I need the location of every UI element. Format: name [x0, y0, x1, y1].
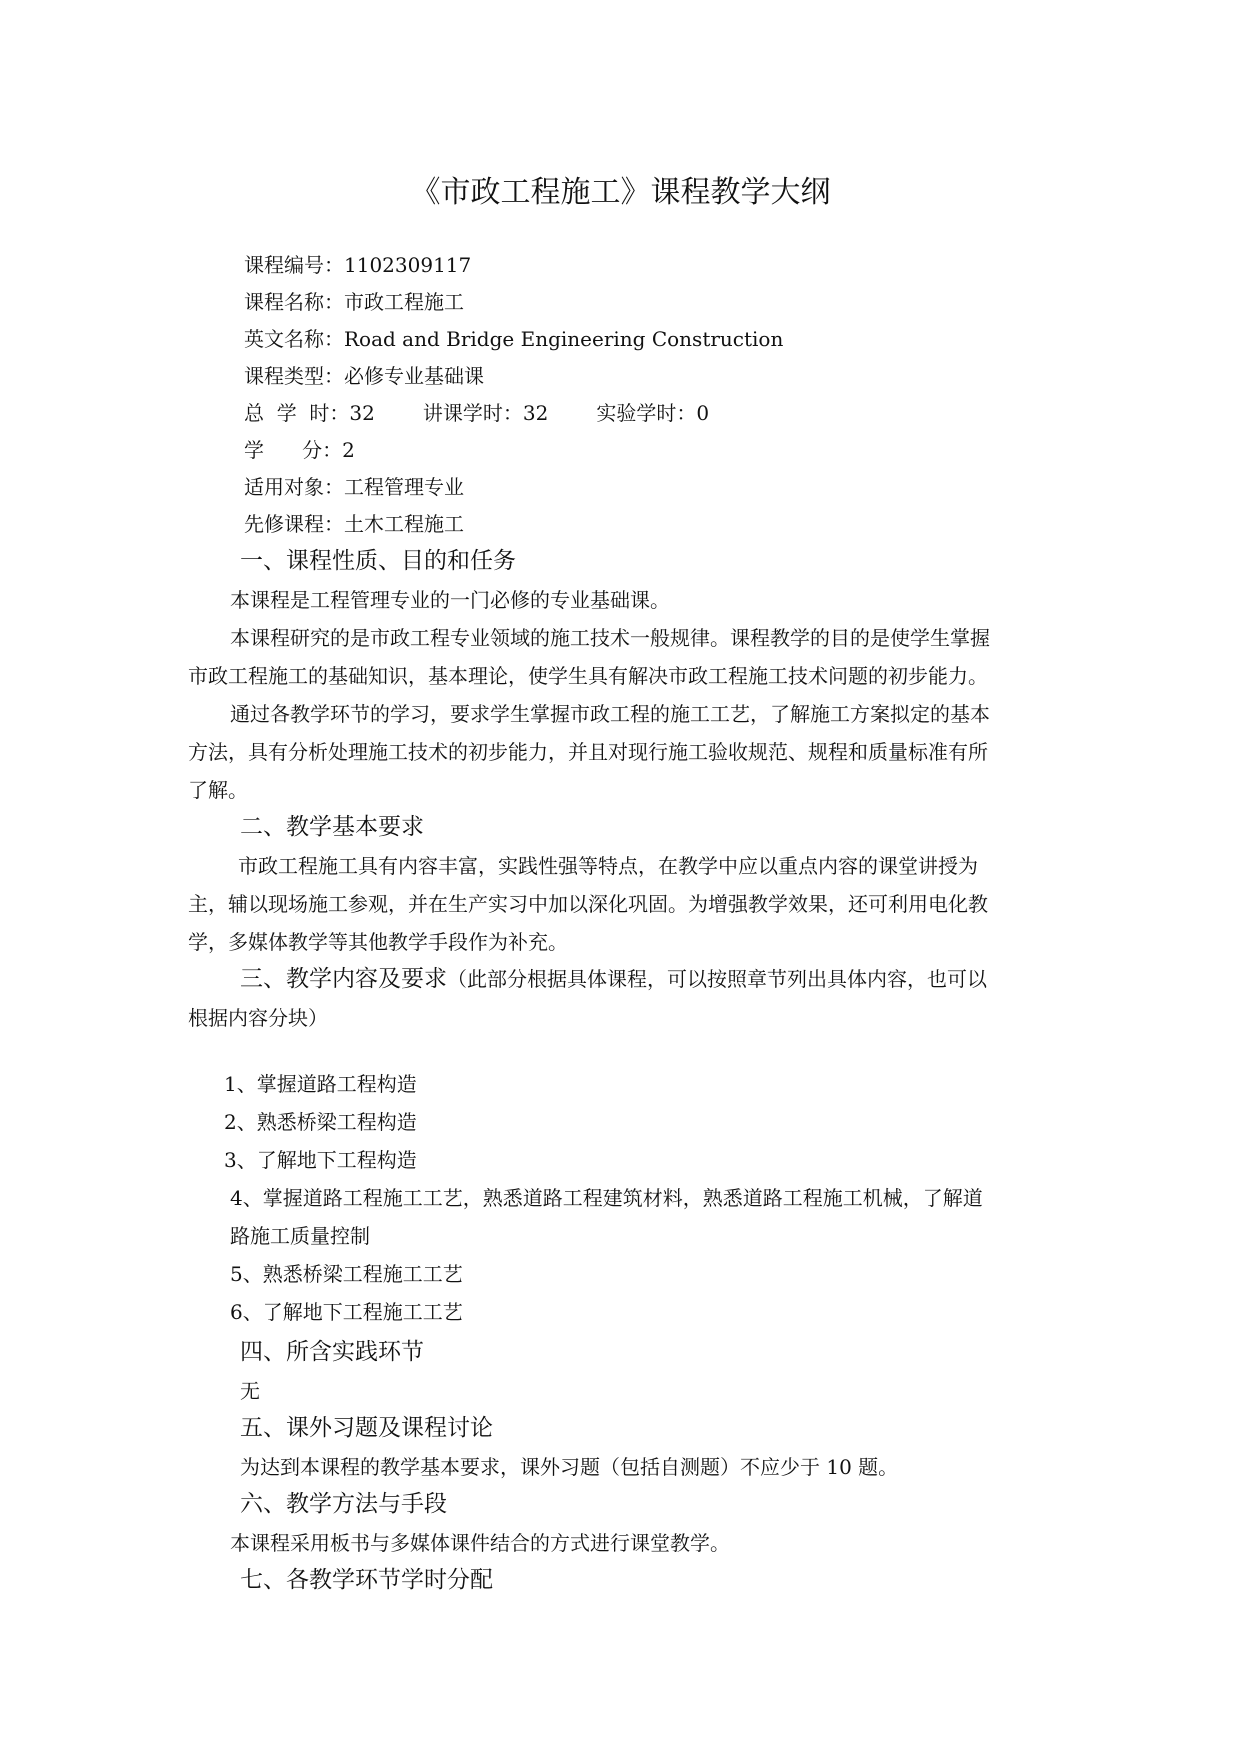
content-item-1: 1、掌握道路工程构造	[224, 1072, 417, 1096]
section3-heading-line	[240, 964, 987, 994]
section2-line1: 市政工程施工具有内容丰富，实践性强等特点，在教学中应以重点内容的课堂讲授为	[238, 854, 978, 878]
content-item-3: 3、了解地下工程构造	[224, 1148, 417, 1172]
credits: 学 分：2	[244, 438, 355, 462]
content-item-4: 4、掌握道路工程施工工艺，熟悉道路工程建筑材料，熟悉道路工程施工机械，了解道	[230, 1186, 983, 1210]
section6-text: 本课程采用板书与多媒体课件结合的方式进行课堂教学。	[230, 1531, 730, 1555]
audience: 适用对象：工程管理专业	[244, 475, 464, 499]
section5-text: 为达到本课程的教学基本要求，课外习题（包括自测题）不应少于 10 题。	[240, 1455, 899, 1479]
course-name: 课程名称：市政工程施工	[244, 290, 464, 314]
course-type: 课程类型：必修专业基础课	[244, 364, 484, 388]
course-code: 课程编号：1102309117	[244, 253, 472, 277]
course-hours	[244, 399, 709, 427]
section3-note: （此部分根据具体课程，可以按照章节列出具体内容，也可以	[447, 967, 987, 991]
section6-heading: 六、教学方法与手段	[240, 1491, 447, 1517]
section1-paragraph3-line2: 方法，具有分析处理施工技术的初步能力，并且对现行施工验收规范、规程和质量标准有所	[188, 740, 988, 764]
section2-heading: 二、教学基本要求	[240, 814, 424, 840]
hours-lab: 实验学时：0	[596, 401, 710, 425]
content-item-4-cont: 路施工质量控制	[230, 1224, 370, 1248]
section3-note-line2: 根据内容分块）	[188, 1006, 328, 1030]
content-item-2: 2、熟悉桥梁工程构造	[224, 1110, 417, 1134]
english-name: 英文名称：Road and Bridge Engineering Construction	[244, 327, 784, 351]
section1-paragraph2-line2: 市政工程施工的基础知识，基本理论，使学生具有解决市政工程施工技术问题的初步能力。	[188, 664, 988, 688]
section4-text: 无	[240, 1379, 260, 1403]
section4-heading: 四、所含实践环节	[240, 1339, 424, 1365]
section1-heading: 一、课程性质、目的和任务	[240, 548, 516, 574]
hours-lecture: 讲课学时：32	[422, 401, 549, 425]
content-item-6: 6、了解地下工程施工工艺	[230, 1300, 463, 1324]
hours-total: 总 学 时：32	[244, 401, 375, 425]
section1-paragraph1: 本课程是工程管理专业的一门必修的专业基础课。	[230, 588, 670, 612]
section2-line2: 主，辅以现场施工参观，并在生产实习中加以深化巩固。为增强教学效果，还可利用电化教	[188, 892, 988, 916]
section1-paragraph3-line3: 了解。	[188, 778, 248, 802]
section1-paragraph2-line1: 本课程研究的是市政工程专业领域的施工技术一般规律。课程教学的目的是使学生掌握	[230, 626, 990, 650]
prerequisite: 先修课程：土木工程施工	[244, 512, 464, 536]
content-item-5: 5、熟悉桥梁工程施工工艺	[230, 1262, 463, 1286]
section1-paragraph3-line1: 通过各教学环节的学习，要求学生掌握市政工程的施工工艺，了解施工方案拟定的基本	[230, 702, 990, 726]
section5-heading: 五、课外习题及课程讨论	[240, 1415, 493, 1441]
document-title: 《市政工程施工》课程教学大纲	[410, 175, 831, 210]
section2-line3: 学，多媒体教学等其他教学手段作为补充。	[188, 930, 568, 954]
section3-heading: 三、教学内容及要求	[240, 966, 447, 992]
section7-heading: 七、各教学环节学时分配	[240, 1567, 493, 1593]
